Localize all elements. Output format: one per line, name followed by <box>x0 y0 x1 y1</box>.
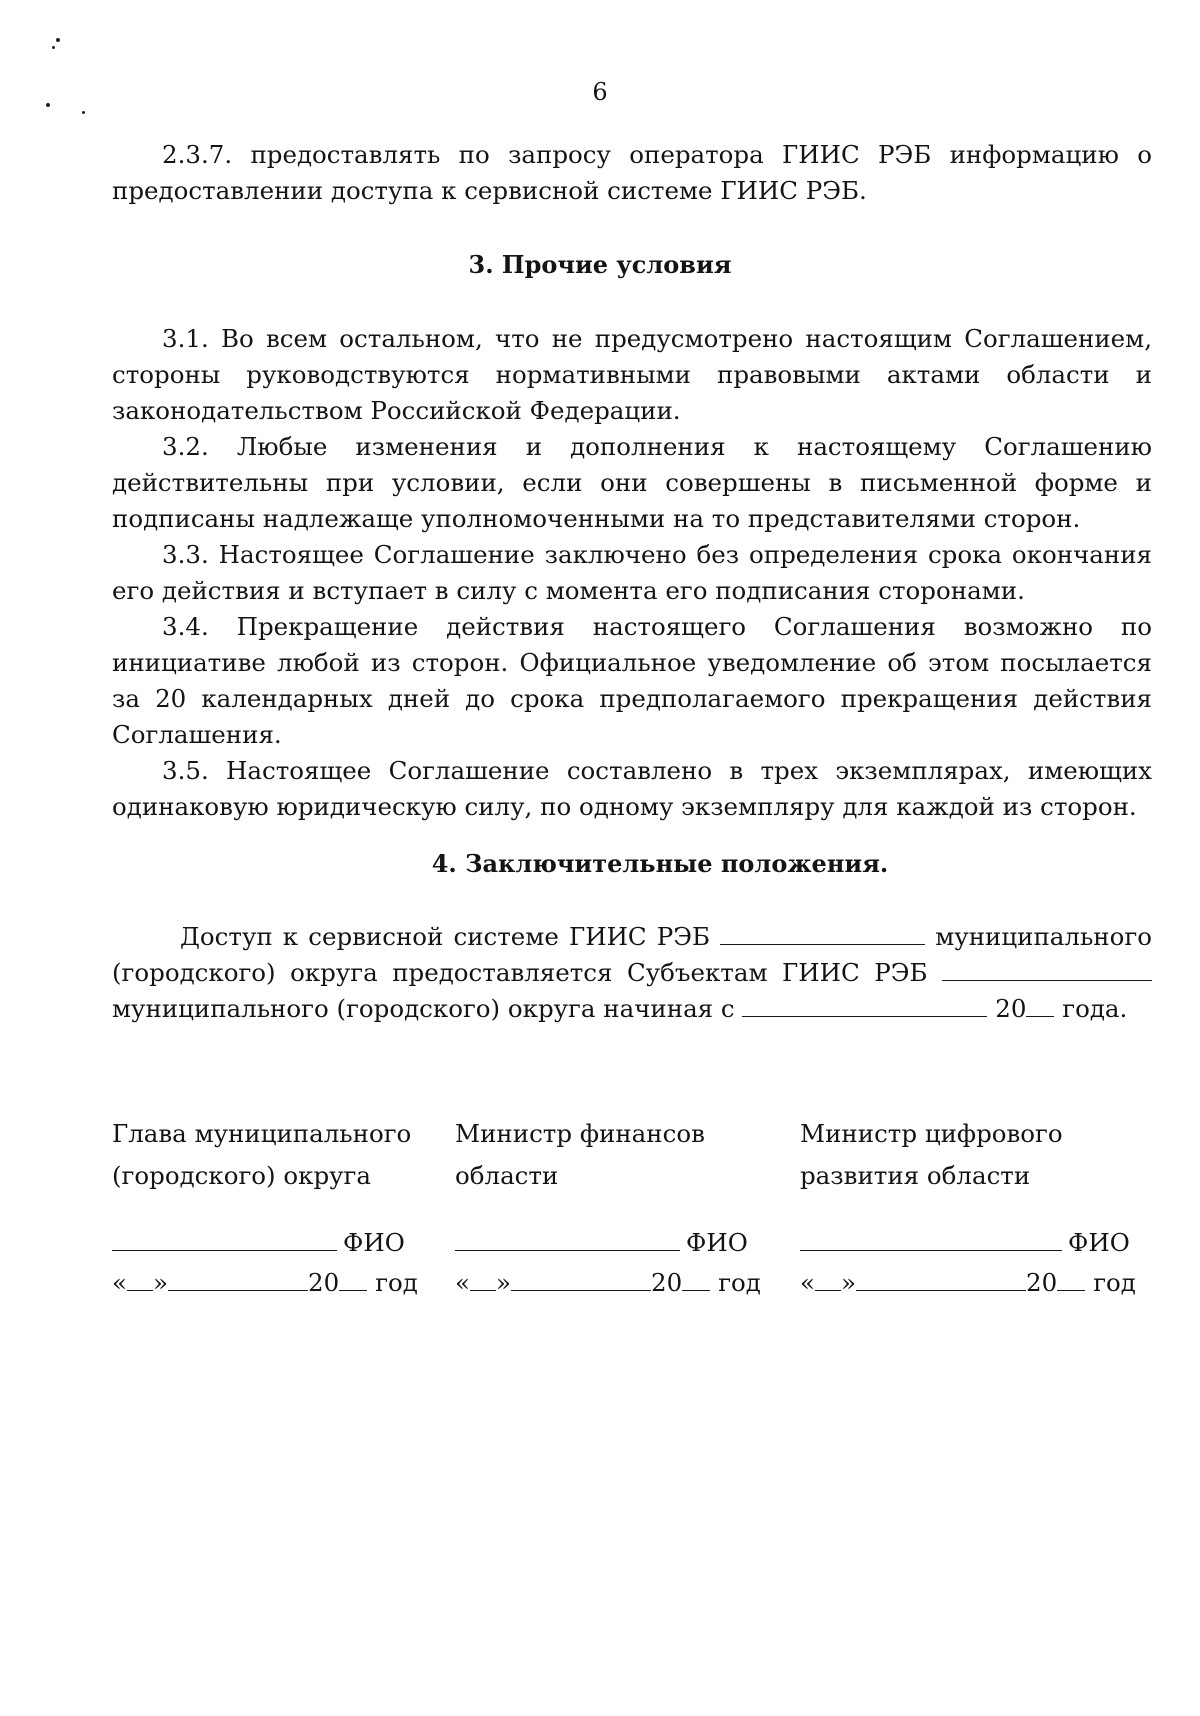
signatory-title: Глава муниципального <box>112 1119 412 1148</box>
paragraph-text: 2.3.7. предоставлять по запросу оператора ГИИС РЭБ информацию о предоставлении доступа к сервисной системе ГИИС РЭБ. <box>112 140 1152 205</box>
section-4-body <box>112 919 1152 1027</box>
day-blank[interactable] <box>470 1268 496 1291</box>
year-prefix: 20 <box>995 994 1027 1023</box>
signature-line[interactable] <box>112 1228 337 1251</box>
year-suffix: год <box>718 1268 761 1297</box>
quote-open: « <box>455 1268 470 1297</box>
year-blank[interactable] <box>1026 994 1054 1017</box>
signatory-title: Министр цифрового <box>800 1119 1063 1148</box>
signatory-title: области <box>455 1161 559 1190</box>
signature-date-row <box>112 1268 432 1297</box>
municipality-blank[interactable] <box>720 922 925 945</box>
year-prefix: 20 <box>308 1268 340 1297</box>
signature-line[interactable] <box>455 1228 680 1251</box>
clause-3-4: 3.4. Прекращение действия настоящего Соглашения возможно по инициативе любой из сторон. Официальное уведомление об этом посылается за 20 календарных дней до срока предполагаемого прекращения действия Соглашения. <box>112 612 1152 749</box>
final-text-part: муниципального (городского) округа начиная с <box>112 994 735 1023</box>
final-text-part: года. <box>1062 994 1128 1023</box>
final-text-part: муниципального (городского) округа предоставляется Субъектам ГИИС РЭБ <box>112 922 1152 987</box>
year-prefix: 20 <box>651 1268 683 1297</box>
signatory-minfin <box>455 1113 785 1197</box>
fio-label: ФИО <box>1068 1228 1130 1257</box>
year-prefix: 20 <box>1026 1268 1058 1297</box>
paragraph-2-3-7 <box>112 137 1152 209</box>
signature-fio-row <box>112 1228 432 1257</box>
month-blank[interactable] <box>511 1268 651 1291</box>
day-blank[interactable] <box>127 1268 153 1291</box>
year-blank[interactable] <box>682 1268 710 1291</box>
scan-speck <box>82 111 85 114</box>
signature-date-row <box>455 1268 775 1297</box>
clause-3-3: 3.3. Настоящее Соглашение заключено без определения срока окончания его действия и вступает в силу с момента его подписания сторонами. <box>112 540 1152 605</box>
fio-label: ФИО <box>343 1228 405 1257</box>
scan-speck <box>56 38 60 42</box>
start-date-blank[interactable] <box>742 994 987 1017</box>
clause-3-2: 3.2. Любые изменения и дополнения к настоящему Соглашению действительны при условии, если они совершены в письменной форме и подписаны надлежаще уполномоченными на то представителями сторон. <box>112 432 1152 533</box>
signatory-title: Министр финансов <box>455 1119 705 1148</box>
month-blank[interactable] <box>168 1268 308 1291</box>
quote-open: « <box>112 1268 127 1297</box>
year-suffix: год <box>375 1268 418 1297</box>
clause-3-1: 3.1. Во всем остальном, что не предусмотрено настоящим Соглашением, стороны руководствуются нормативными правовыми актами области и законодательством Российской Федерации. <box>112 324 1152 425</box>
year-suffix: год <box>1093 1268 1136 1297</box>
fio-label: ФИО <box>686 1228 748 1257</box>
page-number: 6 <box>592 78 608 106</box>
final-provision <box>112 919 1152 1027</box>
quote-close: » <box>153 1268 168 1297</box>
signature-date-row <box>800 1268 1136 1297</box>
day-blank[interactable] <box>815 1268 841 1291</box>
quote-close: » <box>496 1268 511 1297</box>
signature-line[interactable] <box>800 1228 1062 1251</box>
year-blank[interactable] <box>1057 1268 1085 1291</box>
signatory-title: развития области <box>800 1161 1031 1190</box>
quote-open: « <box>800 1268 815 1297</box>
signature-fio-row <box>800 1228 1130 1257</box>
section-3-heading: 3. Прочие условия <box>468 250 732 279</box>
scan-speck <box>52 46 55 49</box>
year-blank[interactable] <box>339 1268 367 1291</box>
signatory-glava <box>112 1113 442 1197</box>
final-text-part: Доступ к сервисной системе ГИИС РЭБ <box>180 922 711 951</box>
signatory-mindigital <box>800 1113 1130 1197</box>
quote-close: » <box>841 1268 856 1297</box>
month-blank[interactable] <box>856 1268 1026 1291</box>
section-4-heading: 4. Заключительные положения. <box>431 849 889 878</box>
signatory-title: (городского) округа <box>112 1161 371 1190</box>
section-3-body <box>112 321 1152 825</box>
clause-3-5: 3.5. Настоящее Соглашение составлено в трех экземплярах, имеющих одинаковую юридическую силу, по одному экземпляру для каждой из сторон. <box>112 756 1152 821</box>
signature-fio-row <box>455 1228 775 1257</box>
subject-municipality-blank[interactable] <box>942 958 1152 981</box>
